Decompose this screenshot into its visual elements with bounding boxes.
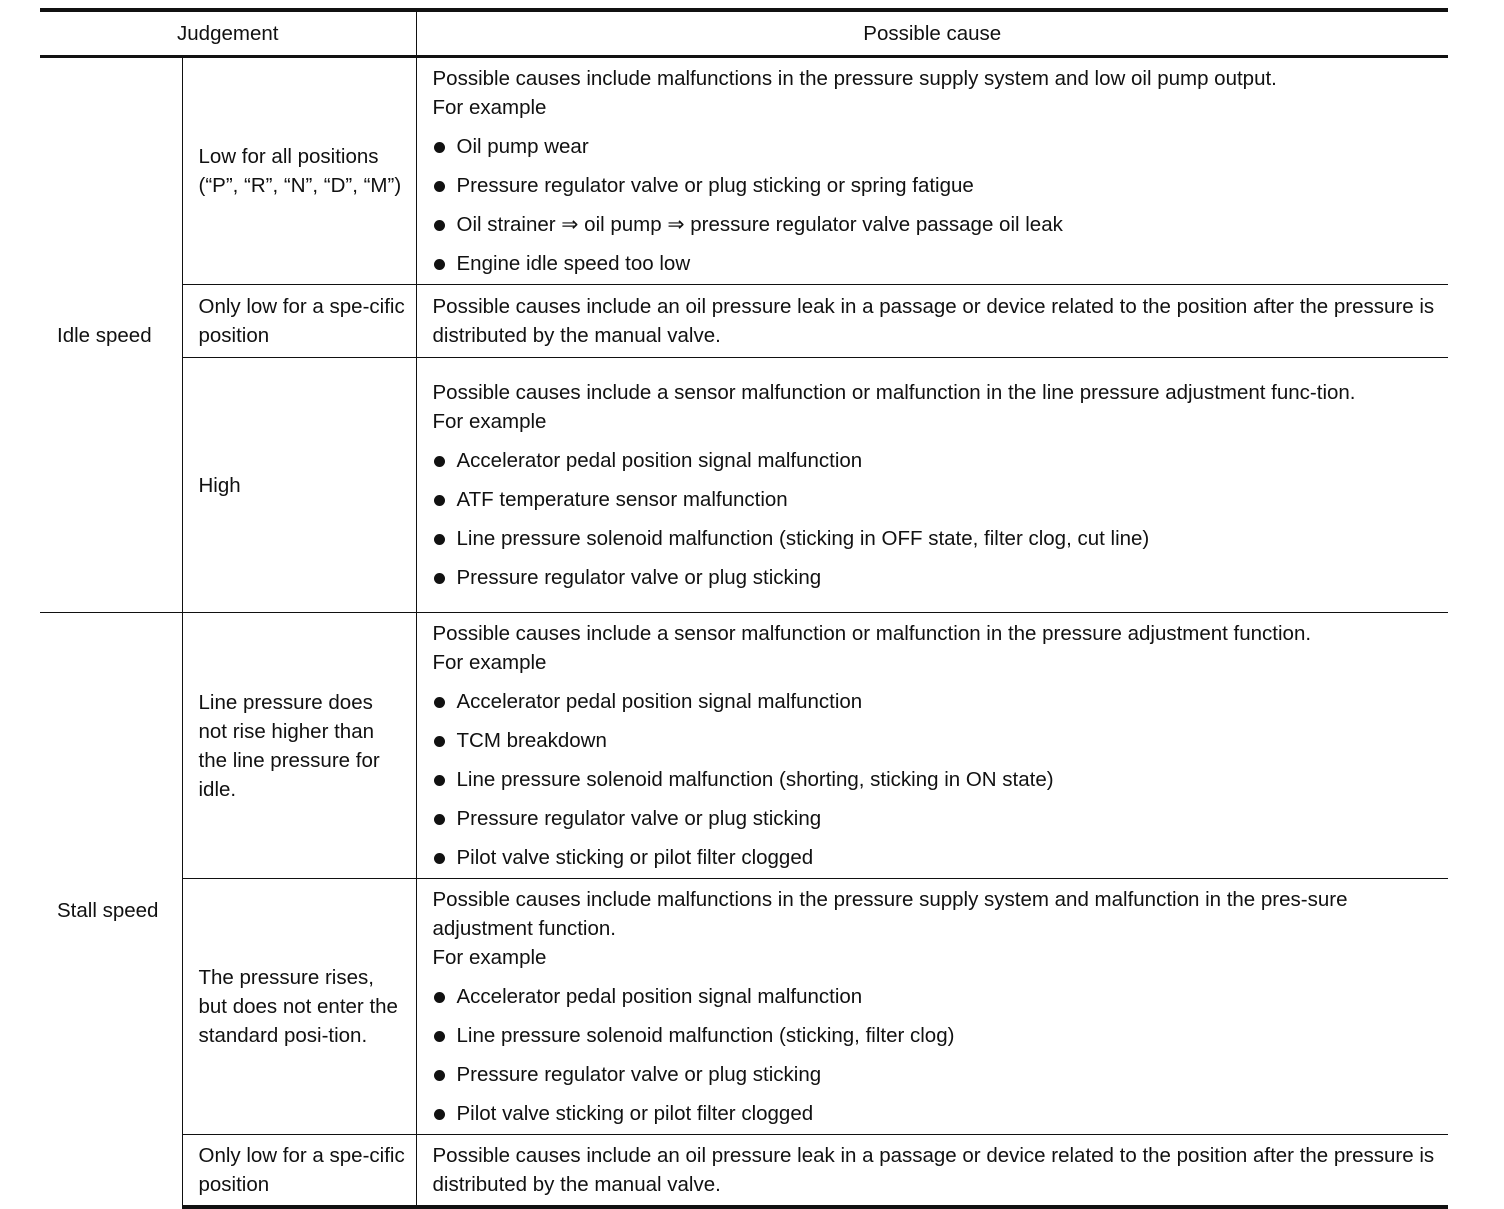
cause-intro: Possible causes include an oil pressure leak in a passage or device related to the position after the pressure is distributed by the manual valve.: [432, 1144, 1435, 1196]
list-item: Line pressure solenoid malfunction (shorting, sticking in ON state): [433, 765, 1443, 794]
bullet-icon: [434, 736, 445, 747]
bullet-icon: [434, 534, 445, 545]
list-item: Pressure regulator valve or plug sticking or spring fatigue: [433, 171, 1443, 200]
list-item: ATF temperature sensor malfunction: [433, 485, 1443, 514]
cause-cell: [416, 613, 1448, 879]
judgement-cell: Low for all positions (“P”, “R”, “N”, “D”, “M”): [182, 57, 416, 285]
diagnosis-table: [40, 8, 1448, 1209]
bullet-icon: [434, 992, 445, 1003]
cause-intro: Possible causes include a sensor malfunction or malfunction in the pressure adjustment function.: [432, 622, 1312, 645]
cause-cell: [416, 358, 1448, 613]
bullet-icon: [434, 495, 445, 506]
bullet-icon: [434, 220, 445, 231]
example-label: For example: [432, 946, 547, 969]
example-label: For example: [432, 410, 547, 433]
cause-intro: Possible causes include an oil pressure leak in a passage or device related to the position after the pressure is distributed by the manual valve.: [432, 295, 1435, 347]
cause-list: [433, 132, 1443, 278]
list-item: Pilot valve sticking or pilot filter clogged: [433, 843, 1443, 872]
judgement-cell: Only low for a spe-cific position: [182, 1135, 416, 1208]
table-row: [40, 57, 1448, 285]
cause-intro: Possible causes include malfunctions in the pressure supply system and low oil pump output.: [432, 67, 1277, 90]
header-row: [40, 10, 1448, 57]
cause-intro: Possible causes include malfunctions in the pressure supply system and malfunction in the pres-sure adjustment function.: [432, 888, 1348, 940]
bullet-icon: [434, 456, 445, 467]
document: [40, 8, 1448, 1209]
list-item: Oil strainer ⇒ oil pump ⇒ pressure regulator valve passage oil leak: [433, 210, 1443, 239]
bullet-icon: [434, 1109, 445, 1120]
list-item: Line pressure solenoid malfunction (sticking, filter clog): [433, 1021, 1443, 1050]
judgement-cell: High: [182, 358, 416, 613]
bullet-icon: [434, 775, 445, 786]
list-item: Accelerator pedal position signal malfunction: [433, 446, 1443, 475]
cause-intro: Possible causes include a sensor malfunction or malfunction in the line pressure adjustment func-tion.: [432, 381, 1356, 404]
judgement-cell: The pressure rises, but does not enter the standard posi-tion.: [182, 879, 416, 1135]
example-label: For example: [432, 651, 547, 674]
cause-cell: [416, 1135, 1448, 1208]
bullet-icon: [434, 1031, 445, 1042]
table-row: [40, 285, 1448, 358]
list-item: Pressure regulator valve or plug sticking: [433, 563, 1443, 592]
list-item: Engine idle speed too low: [433, 249, 1443, 278]
list-item: Accelerator pedal position signal malfunction: [433, 982, 1443, 1011]
bullet-icon: [434, 573, 445, 584]
cause-list: [433, 982, 1443, 1128]
judgement-cell: Line pressure does not rise higher than the line pressure for idle.: [182, 613, 416, 879]
table-row: [40, 358, 1448, 613]
list-item: Pressure regulator valve or plug sticking: [433, 1060, 1443, 1089]
table-row: [40, 1135, 1448, 1208]
cause-list: [433, 687, 1443, 872]
judgement-cell: Only low for a spe-cific position: [182, 285, 416, 358]
table-row: [40, 613, 1448, 879]
list-item: Oil pump wear: [433, 132, 1443, 161]
cause-cell: [416, 879, 1448, 1135]
bullet-icon: [434, 259, 445, 270]
bullet-icon: [434, 142, 445, 153]
cause-cell: [416, 285, 1448, 358]
cause-list: [433, 446, 1443, 592]
category-idle-speed: Idle speed: [57, 323, 152, 347]
list-item: Pilot valve sticking or pilot filter clogged: [433, 1099, 1443, 1128]
bullet-icon: [434, 853, 445, 864]
bullet-icon: [434, 181, 445, 192]
bullet-icon: [434, 814, 445, 825]
category-stall-speed: Stall speed: [40, 613, 182, 1208]
example-label: For example: [432, 96, 547, 119]
list-item: TCM breakdown: [433, 726, 1443, 755]
header-judgement: Judgement: [40, 10, 416, 57]
bullet-icon: [434, 1070, 445, 1081]
cause-cell: [416, 57, 1448, 285]
list-item: Accelerator pedal position signal malfunction: [433, 687, 1443, 716]
header-possible-cause: Possible cause: [416, 10, 1448, 57]
bullet-icon: [434, 697, 445, 708]
list-item: Pressure regulator valve or plug sticking: [433, 804, 1443, 833]
list-item: Line pressure solenoid malfunction (sticking in OFF state, filter clog, cut line): [433, 524, 1443, 553]
table-row: [40, 879, 1448, 1135]
